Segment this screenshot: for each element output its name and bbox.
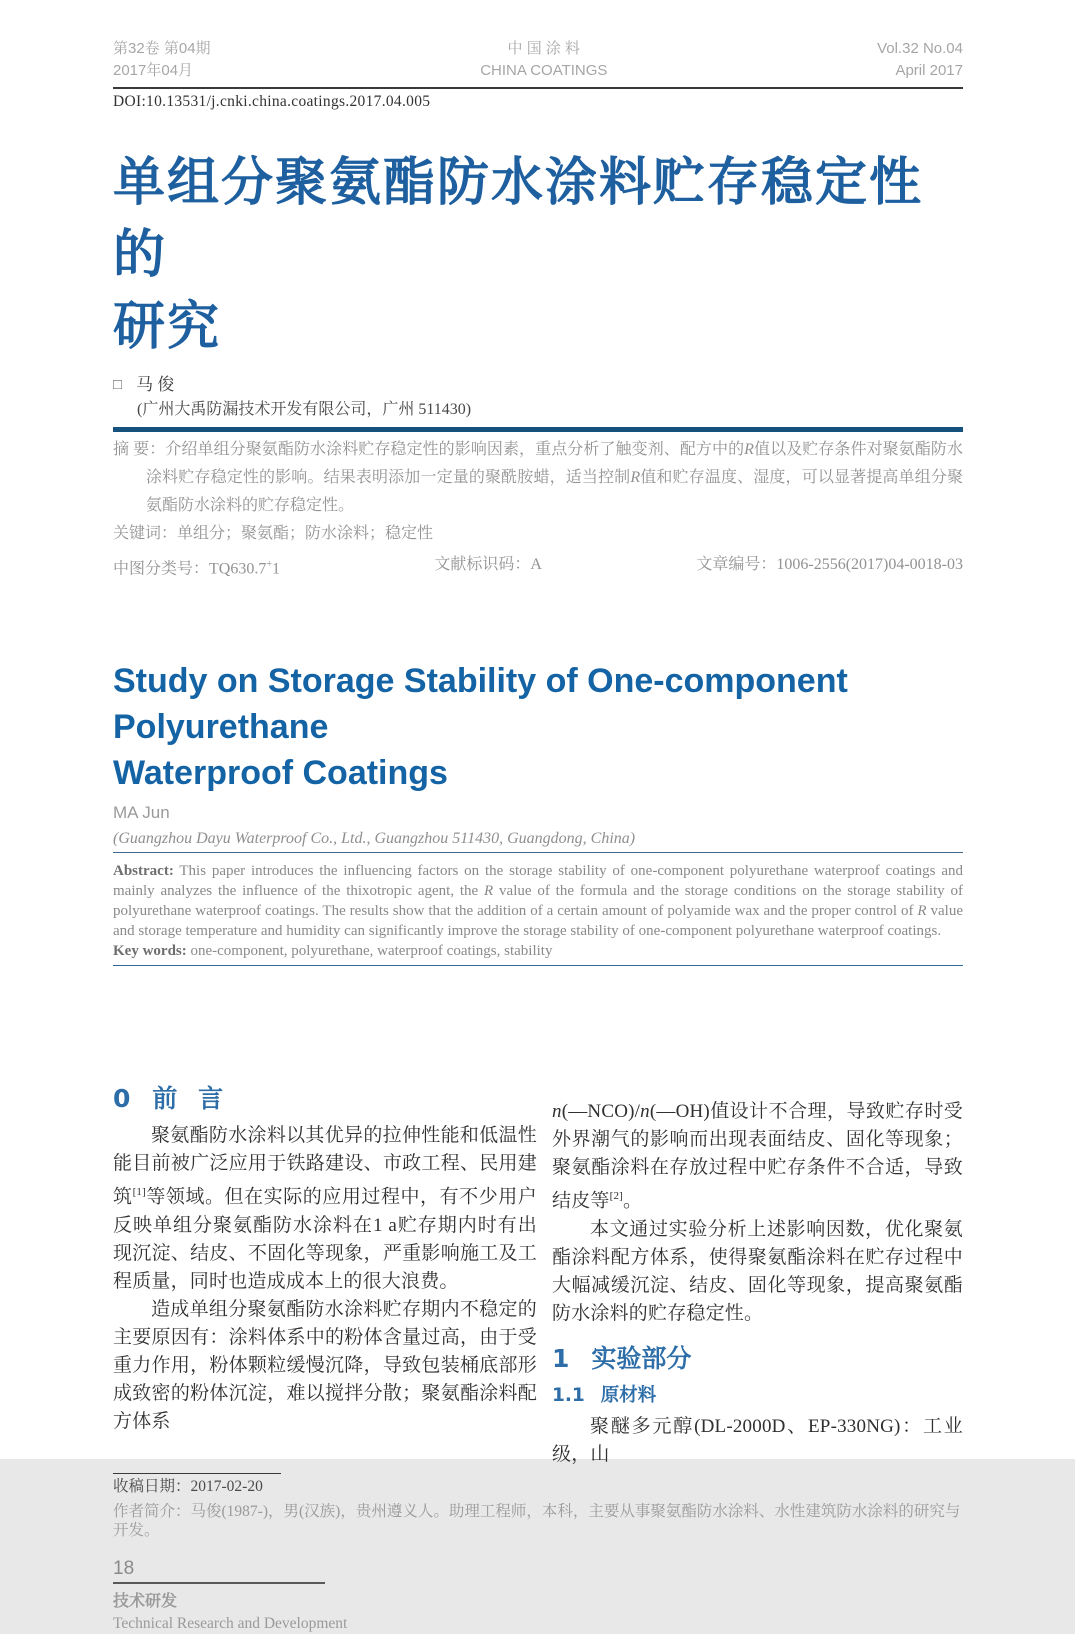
body-column-right <box>552 1084 963 1468</box>
section-number: 0 <box>113 1084 131 1114</box>
r-value-symbol: R <box>484 883 494 900</box>
body-paragraph: 聚氨酯防水涂料以其优异的拉伸性能和低温性能目前被广泛应用于铁路建设、市政工程、民用建筑[1]等领域。但在实际的应用过程中，有不少用户反映单组分聚氨酯防水涂料在1 a贮存期内时有出现沉淀、结皮、不固化等现象，严重影响施工及工程质量，同时也造成成本上的很大浪费。 <box>113 1125 537 1292</box>
abstract-en-text-1: This paper introduces the influencing factors on the storage stability of one-component polyurethane waterproof coatings and mainly analyzes the influence of the thixotropic agent, the <box>113 863 963 900</box>
abstract-en-text-3: value and storage temperature and humidity can significantly improve the storage stability of one-component polyurethane waterproof coatings. <box>113 903 963 940</box>
keywords-en <box>113 941 963 961</box>
clc-number: 中图分类号：TQ630.7+1 <box>113 559 280 578</box>
abstract-cn-text-3: 值和贮存温度、湿度，可以显著提高单组分聚氨酯防水涂料的贮存稳定性。 <box>146 469 963 514</box>
body-paragraph: 本文通过实验分析上述影响因数，优化聚氨酯涂料配方体系，使得聚氨酯涂料在贮存过程中大幅减缓沉淀、结皮、固化等现象，提高聚氨酯防水涂料的贮存稳定性。 <box>552 1218 963 1324</box>
keywords-en-label: Key words: <box>113 943 187 960</box>
section-title: 前 言 <box>152 1084 230 1114</box>
author-name-en: MA Jun <box>113 803 170 823</box>
section-heading-1-1 <box>552 1384 963 1407</box>
reference-marker-2: [2] <box>609 1190 624 1203</box>
author-name-cn: 马 俊 <box>136 375 175 394</box>
body-paragraph: 聚醚多元醇(DL-2000D、EP-330NG)：工业级，山 <box>552 1415 963 1465</box>
keywords-cn-label: 关键词： <box>113 525 178 542</box>
section-title: 实验部分 <box>591 1343 692 1373</box>
abstract-en-label: Abstract: <box>113 863 174 880</box>
article-title-en-line2: Waterproof Coatings <box>113 754 448 793</box>
article-title-cn-line1: 单组分聚氨酯防水涂料贮存稳定性的 <box>113 153 924 285</box>
keywords-en-text: one-component, polyurethane, waterproof coatings, stability <box>186 943 553 960</box>
article-title-en-line1: Study on Storage Stability of One-component Polyurethane <box>113 662 848 747</box>
footer-column-name-en: Technical Research and Development <box>113 1614 348 1632</box>
abstract-en-text-2: value of the formula and the storage conditions on the storage stability of polyurethane waterproof coatings. The results show that the addition of a certain amount of polyamide wax and the proper control of <box>113 883 963 920</box>
keywords-cn-text: 单组分；聚氨酯；防水涂料；稳定性 <box>177 525 434 542</box>
body-paragraph: 造成单组分聚氨酯防水涂料贮存期内不稳定的主要原因有：涂料体系中的粉体含量过高，由于受重力作用，粉体颗粒缓慢沉降，导致包装桶底部形成致密的粉体沉淀，难以搅拌分散；聚氨酯涂料配方体系 <box>113 1298 537 1432</box>
abstract-cn-text-2: 值以及贮存条件对聚氨酯防水涂料贮存稳定性的影响。结果表明添加一定量的聚酰胺蜡，适当控制 <box>146 441 963 486</box>
section-number: 1.1 <box>552 1384 585 1406</box>
abstract-divider <box>113 965 963 966</box>
date-cn: 2017年04月 <box>113 62 194 79</box>
journal-name-en: CHINA COATINGS <box>480 62 608 79</box>
abstract-cn <box>113 436 963 520</box>
header-vol-block <box>877 38 963 82</box>
classification-row <box>113 554 963 580</box>
header-issue-block <box>113 38 211 82</box>
body-paragraph: n(—NCO)/n(—OH)值设计不合理，导致贮存时受外界潮气的影响而出现表面结皮、固化等现象；聚氨酯涂料在存放过程中贮存条件不合适，导致结皮等[2]。 <box>552 1101 963 1212</box>
footnote-divider <box>113 1473 281 1474</box>
r-value-symbol: R <box>630 469 641 486</box>
doi-line: DOI:10.13531/j.cnki.china.coatings.2017.04.005 <box>113 93 431 110</box>
en-affiliation-divider <box>113 852 963 853</box>
article-title-en <box>113 658 963 796</box>
article-title-cn <box>113 147 963 363</box>
page-number: 18 <box>113 1557 135 1579</box>
section-heading-1 <box>552 1344 963 1374</box>
abstract-cn-text-1: 介绍单组分聚氨酯防水涂料贮存稳定性的影响因素，重点分析了触变剂、配方中的 <box>165 441 745 458</box>
abstract-cn-label: 摘 要： <box>113 441 166 458</box>
date-en: April 2017 <box>895 62 963 79</box>
journal-header-row <box>113 38 963 82</box>
footnote-block <box>113 1473 963 1540</box>
footer-divider <box>113 1582 325 1584</box>
volume-issue-cn: 第32卷 第04期 <box>113 40 211 57</box>
keywords-cn <box>113 520 963 548</box>
article-id: 文章编号：1006-2556(2017)04-0018-03 <box>696 556 963 573</box>
body-column-left <box>113 1084 537 1435</box>
affiliation-cn: (广州大禹防漏技术开发有限公司，广州 511430) <box>137 401 472 418</box>
page-footer <box>113 1558 963 1634</box>
r-value-symbol: R <box>744 441 754 458</box>
reference-marker-1: [1] <box>132 1186 146 1199</box>
author-row <box>113 373 963 397</box>
journal-header <box>113 38 963 111</box>
volume-issue-en: Vol.32 No.04 <box>877 40 963 57</box>
journal-name-cn: 中 国 涂 料 <box>507 40 581 57</box>
section-title: 原材料 <box>600 1384 657 1406</box>
article-title-cn-line2: 研究 <box>113 297 222 357</box>
r-value-symbol: R <box>917 903 927 920</box>
affiliation-en: (Guangzhou Dayu Waterproof Co., Ltd., Guangzhou 511430, Guangdong, China) <box>113 830 636 848</box>
section-number: 1 <box>552 1343 570 1373</box>
body-columns <box>113 1084 963 1468</box>
title-divider-rule <box>113 427 963 432</box>
abstract-en <box>113 861 963 941</box>
received-date: 收稿日期：2017-02-20 <box>113 1477 263 1495</box>
author-bio: 作者简介：马俊(1987-)，男(汉族)，贵州遵义人。助理工程师，本科，主要从事聚氨酯防水涂料、水性建筑防水涂料的研究与开发。 <box>113 1502 961 1539</box>
footer-column-name-cn: 技术研发 <box>113 1590 178 1610</box>
section-heading-0 <box>113 1084 537 1114</box>
header-journal-name <box>480 38 607 82</box>
document-code: 文献标识码：A <box>434 556 542 573</box>
author-marker-icon: □ <box>113 377 123 393</box>
header-divider <box>113 87 963 89</box>
